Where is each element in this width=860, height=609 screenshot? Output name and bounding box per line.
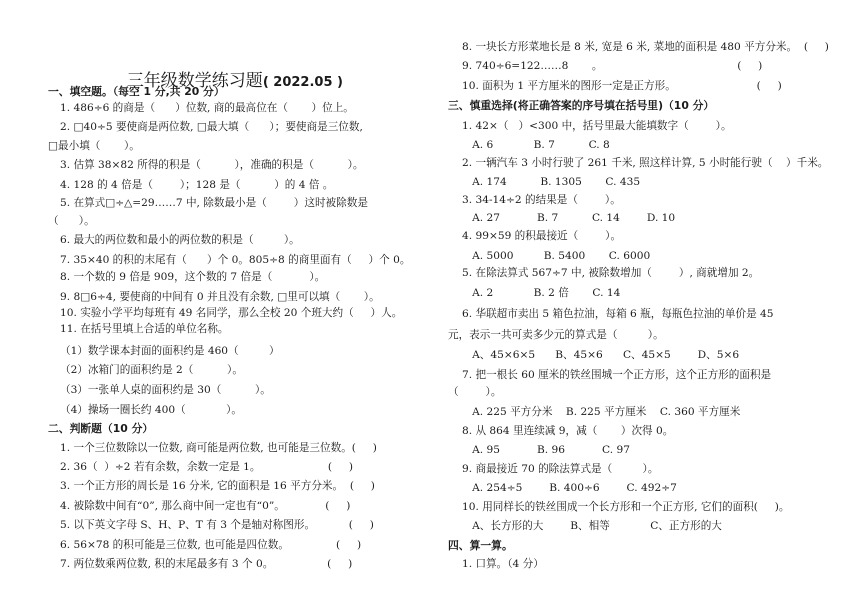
left-question-line: 1. 486÷6 的商是（ ）位数, 商的最高位在（ ）位上。: [60, 102, 354, 114]
right-question-line: A、45×6×5 B、45×6 C、45×5 D、5×6: [462, 349, 740, 361]
left-section-heading: 一、填空题。（每空 1 分,共 20 分）: [48, 85, 225, 98]
left-question-line: 5. 在算式□÷△=29……7 中, 除数最小是（ ）这时被除数是: [60, 197, 368, 209]
right-question-line: 8. 从 864 里连续减 9，减（ ）次得 0。: [462, 425, 674, 437]
right-question-line: （ ）。: [448, 386, 502, 398]
right-question-line: 7. 把一根长 60 厘米的铁丝围城一个正方形，这个正方形的面积是: [462, 369, 772, 381]
left-question-line: 5. 以下英文字母 S、H、P、T 有 3 个是轴对称图形。 ( ): [60, 519, 374, 531]
right-question-line: 6. 华联超市卖出 5 箱色拉油，每箱 6 瓶，每瓶色拉油的单价是 45: [462, 308, 774, 320]
left-question-line: （4）操场一圈长约 400（ ）。: [60, 404, 242, 416]
left-question-line: 3. 估算 38×82 所得的积是（ ），准确的积是（ ）。: [60, 159, 364, 171]
right-question-line: 10. 用同样长的铁丝围成一个长方形和一个正方形, 它们的面积( )。: [462, 501, 790, 513]
left-section-heading: 二、判断题（10 分）: [48, 422, 154, 435]
left-question-line: 10. 实验小学平均每班有 49 名同学，那么全校 20 个班大约（ ）人。: [60, 307, 403, 319]
left-question-line: 4. 被除数中间有“0”, 那么商中间一定也有“0”。 ( ): [60, 500, 351, 512]
left-question-line: 6. 56×78 的积可能是三位数, 也可能是四位数。 ( ): [60, 539, 362, 551]
right-question-line: 10. 面积为 1 平方厘米的图形一定是正方形。 ( ): [462, 80, 782, 92]
right-question-line: A、长方形的大 B、相等 C、正方形的大: [462, 520, 722, 532]
right-question-line: 3. 34-14÷2 的结果是（ ）。: [462, 194, 621, 206]
left-question-line: 2. □40÷5 要使商是两位数, □最大填（ ）；要使商是三位数,: [60, 121, 363, 133]
right-question-line: A. 95 B. 96 C. 97: [462, 444, 630, 456]
right-question-line: A. 5000 B. 5400 C. 6000: [462, 250, 651, 262]
right-question-line: 9. 商最接近 70 的除法算式是（ ）。: [462, 463, 659, 475]
left-question-line: 2. 36（ ）÷2 若有余数，余数一定是 1。 ( ): [60, 461, 353, 473]
right-question-line: 4. 99×59 的积最接近（ ）。: [462, 230, 622, 242]
right-question-line: 2. 一辆汽车 3 小时行驶了 261 千米, 照这样计算, 5 小时能行驶（ ）千米。: [462, 157, 829, 169]
left-question-line: （1）数学课本封面的面积约是 460（ ）: [60, 345, 280, 357]
title-year: ( 2022.05 ): [262, 75, 343, 90]
right-question-line: 9. 740÷6=122……8 。 ( ): [462, 60, 763, 72]
left-question-line: 1. 一个三位数除以一位数, 商可能是两位数, 也可能是三位数。( ): [60, 442, 377, 454]
right-question-line: 元，表示一共可卖多少元的算式是（ ）。: [448, 329, 664, 341]
right-question-line: A. 27 B. 7 C. 14 D. 10: [462, 212, 676, 224]
left-question-line: （3）一张单人桌的面积约是 30（ ）。: [60, 384, 271, 396]
right-section-heading: 三、慎重选择(将正确答案的序号填在括号里)（10 分）: [448, 99, 715, 112]
left-question-line: （2）冰箱门的面积约是 2（ ）。: [60, 364, 243, 376]
left-question-line: □最小填（ ）。: [48, 140, 140, 152]
right-question-line: 1. 口算。（4 分）: [462, 558, 544, 570]
right-question-line: A. 2 B. 2 倍 C. 14: [462, 287, 621, 299]
right-question-line: 5. 在除法算式 567÷7 中, 被除数增加（ ）, 商就增加 2。: [462, 267, 760, 279]
left-question-line: 7. 35×40 的积的末尾有（ ）个 0。805÷8 的商里面有（ ）个 0。: [60, 254, 411, 266]
right-question-line: 8. 一块长方形菜地长是 8 米, 宽是 6 米, 菜地的面积是 480 平方分米。 ( ): [462, 41, 829, 53]
left-question-line: 6. 最大的两位数和最小的两位数的积是（ ）。: [60, 234, 300, 246]
title-main: 三年级数学练习题: [126, 71, 263, 91]
right-question-line: A. 174 B. 1305 C. 435: [462, 176, 641, 188]
right-section-heading: 四、算一算。: [448, 539, 513, 552]
right-question-line: A. 6 B. 7 C. 8: [462, 139, 610, 151]
left-question-line: 7. 两位数乘两位数, 积的末尾最多有 3 个 0。 ( ): [60, 558, 353, 570]
left-question-line: （ ）。: [48, 215, 95, 227]
left-question-line: 8. 一个数的 9 倍是 909，这个数的 7 倍是（ ）。: [60, 271, 326, 283]
right-question-line: A. 254÷5 B. 400÷6 C. 492÷7: [462, 482, 677, 494]
right-question-line: A. 225 平方分米 B. 225 平方厘米 C. 360 平方厘米: [462, 406, 741, 418]
left-question-line: 4. 128 的 4 倍是（ ）；128 是（ ）的 4 倍 。: [60, 179, 334, 191]
right-question-line: 1. 42×（ ）<300 中，括号里最大能填数字（ ）。: [462, 120, 732, 132]
left-question-line: 3. 一个正方形的周长是 16 分米, 它的面积是 16 平方分米。 ( ): [60, 480, 375, 492]
left-question-line: 9. 8□6÷4, 要使商的中间有 0 并且没有余数, □里可以填（ ）。: [60, 291, 380, 303]
left-question-line: 11. 在括号里填上合适的单位名称。: [60, 323, 229, 335]
